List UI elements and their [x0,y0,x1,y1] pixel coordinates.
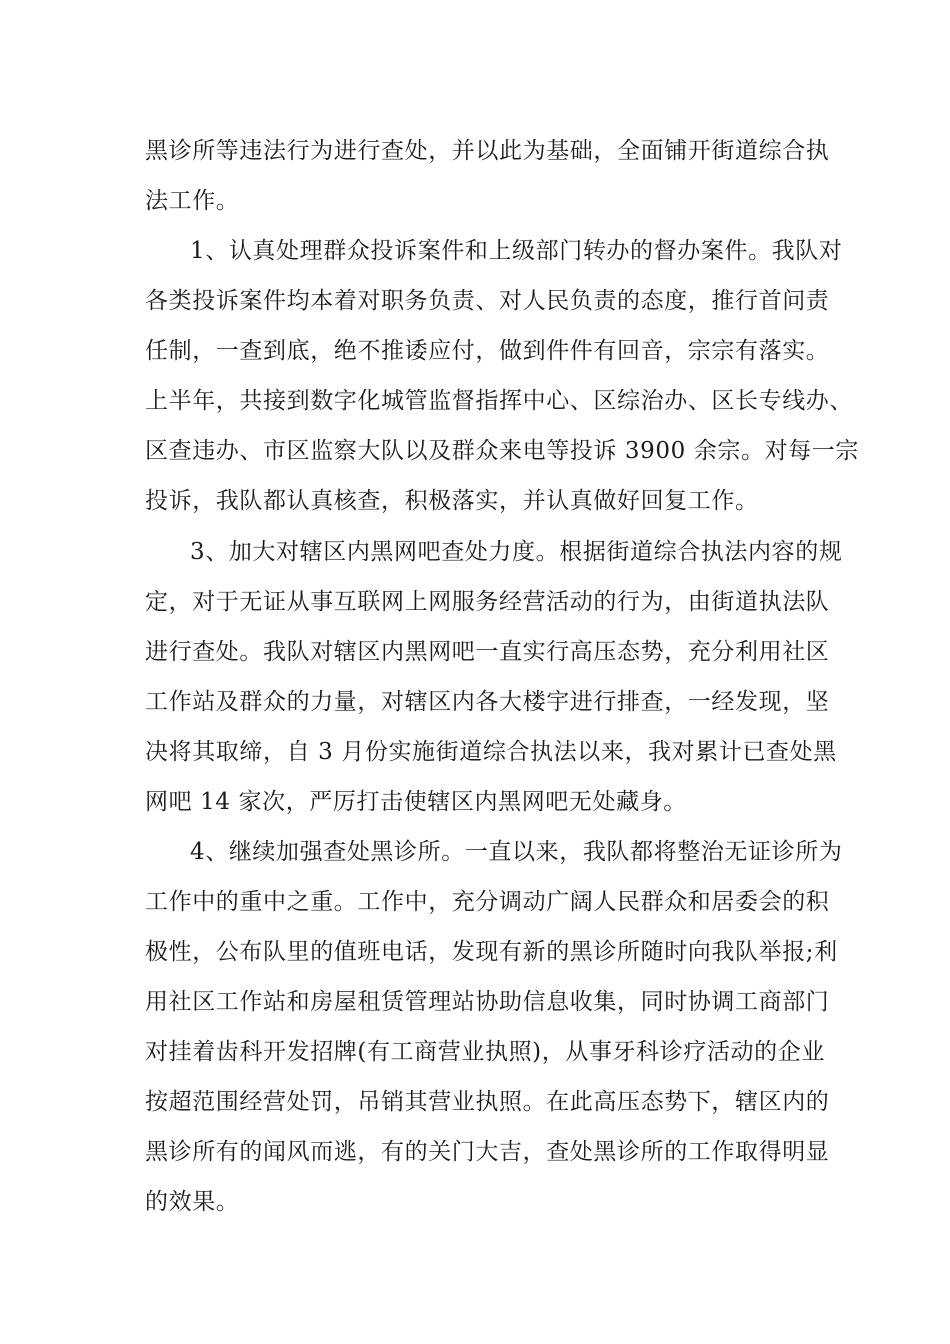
text-line: 决将其取缔，自 3 月份实施街道综合执法以来，我对累计已查处黑 [145,739,837,765]
text-line: 极性，公布队里的值班电话，发现有新的黑诊所随时向我队举报;利 [145,939,838,965]
text-line: 对挂着齿科开发招牌(有工商营业执照)，从事牙科诊疗活动的企业 [145,1039,825,1065]
text-line: 定，对于无证从事互联网上网服务经营活动的行为，由街道执法队 [145,589,830,615]
text-line: 投诉，我队都认真核查，积极落实，并认真做好回复工作。 [145,488,759,514]
text-line: 上半年，共接到数字化城管监督指挥中心、区综治办、区长专线办、 [145,388,853,414]
text-line: 用社区工作站和房屋租赁管理站协助信息收集，同时协调工商部门 [145,989,830,1015]
text-line: 按超范围经营处罚，吊销其营业执照。在此高压态势下，辖区内的 [145,1089,830,1115]
paragraph-3-first-line: 3、加大对辖区内黑网吧查处力度。根据街道综合执法内容的规 [190,539,843,565]
text-line: 黑诊所有的闻风而逃，有的关门大吉，查处黑诊所的工作取得明显 [145,1139,830,1165]
text-line: 工作中的重中之重。工作中，充分调动广阔人民群众和居委会的积 [145,889,830,915]
text-line: 各类投诉案件均本着对职务负责、对人民负责的态度，推行首问责 [145,288,830,314]
paragraph-4-first-line: 4、继续加强查处黑诊所。一直以来，我队都将整治无证诊所为 [190,839,843,865]
paragraph-1-first-line: 1、认真处理群众投诉案件和上级部门转办的督办案件。我队对 [190,238,843,264]
text-line: 工作站及群众的力量，对辖区内各大楼宇进行排查，一经发现，坚 [145,689,830,715]
text-line: 法工作。 [145,188,240,214]
text-line: 黑诊所等违法行为进行查处，并以此为基础，全面铺开街道综合执 [145,138,830,164]
text-line: 任制，一查到底，绝不推诿应付，做到件件有回音，宗宗有落实。 [145,338,830,364]
text-line: 进行查处。我队对辖区内黑网吧一直实行高压态势，充分利用社区 [145,639,830,665]
text-line: 的效果。 [145,1189,240,1215]
text-line: 区查违办、市区监察大队以及群众来电等投诉 3900 余宗。对每一宗 [145,438,859,464]
text-line: 网吧 14 家次，严厉打击使辖区内黑网吧无处藏身。 [145,789,687,815]
